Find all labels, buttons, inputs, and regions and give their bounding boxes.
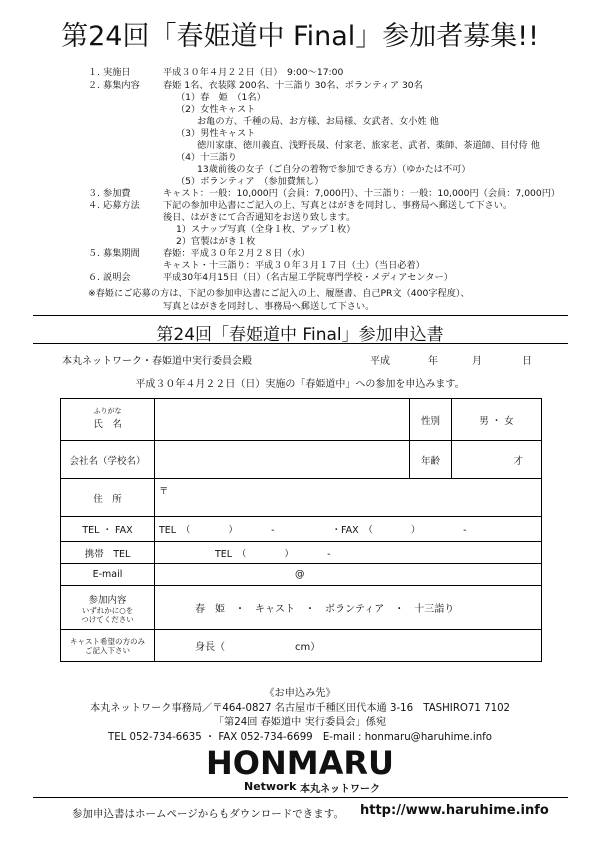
logo-network: Network [244, 780, 297, 793]
application-form [60, 398, 542, 662]
note-text: 写真とはがきを同封し、事務局へ郵送して下さい。 [163, 301, 375, 312]
contact-committee: 「第24回 春姫道中 実行委員会」係宛 [213, 717, 387, 728]
section-text: 春姫：平成３０年２月２８日（水） [163, 248, 310, 259]
section-label: ５. 募集期間 [88, 248, 140, 259]
date-era: 平成 [370, 356, 390, 367]
footer-text: 参加申込書はホームページからもダウンロードできます。 [72, 808, 344, 820]
mobile-field[interactable]: TEL （ ） - [155, 542, 542, 564]
logo-network-jp: 本丸ネットワーク [300, 784, 380, 795]
section-text: キャスト：一般：10,000円（会員：7,000円）、十三詣り：一般：10,000円（会員：7,000円） [163, 188, 561, 199]
section-text: 徳川家康、徳川義直、浅野長晟、付家老、旅家老、武者、薬師、茶道師、目付侍 他 [197, 140, 540, 151]
section-text: 平成30年4月15日（日）（名古屋工学院専門学校・メディアセンター） [163, 272, 453, 283]
section-label: ２. 募集内容 [88, 80, 140, 91]
section-text: 後日、はがきにて合否通知をお送り致します。 [163, 212, 356, 223]
application-statement: 平成３０年４月２２日（日）実施の「春姫道中」への参加を申込みます。 [135, 379, 465, 390]
gender-label: 性別 [410, 399, 452, 441]
section-text: （3）男性キャスト [176, 128, 256, 139]
note-text: ※春姫にご応募の方は、下記の参加申込書にご記入の上、履歴書、自己PR文（400字程度）、 [88, 288, 470, 299]
mobile-label: 携帯 TEL [61, 542, 155, 564]
email-label: E-mail [61, 564, 155, 586]
contact-phone-email: TEL 052-734-6635 ・ FAX 052-734-6699 E-mail : honmaru@haruhime.info [107, 732, 493, 743]
section-text: 2）官製はがき１枚 [176, 236, 256, 247]
section-text: 13歳前後の女子（ご自分の着物で参加できる方）（ゆかたは不可） [197, 164, 471, 175]
email-at: @ [295, 569, 305, 580]
participation-label-cell [61, 586, 155, 630]
section-label: ６. 説明会 [88, 272, 131, 283]
name-label-cell [61, 399, 155, 441]
participation-label: 参加内容 [88, 594, 127, 606]
age-label: 年齢 [410, 441, 452, 479]
company-label: 会社名（学校名） [61, 441, 155, 479]
participation-note: いずれかに○を [81, 605, 134, 615]
page-title: 第24回「春姫道中 Final」参加者募集!! [61, 21, 539, 52]
section-text: （4）十三詣り [176, 152, 237, 163]
form-title: 第24回「春姫道中 Final」参加申込書 [156, 325, 444, 345]
section-text: 平成３０年４月２２日（日） 9:00〜17:00 [163, 67, 344, 78]
name-field[interactable] [155, 399, 410, 441]
section-text: （1）春 姫 （1名） [176, 92, 266, 103]
contact-heading: 《お申込み先》 [264, 688, 336, 699]
cast-label: キャスト希望の方のみ [70, 636, 145, 646]
furigana-label: ふりがな [93, 406, 122, 415]
name-label: 氏 名 [93, 418, 122, 430]
section-text: お亀の方、千種の局、お方様、お局様、女武者、女小姓 他 [197, 116, 439, 127]
divider [33, 797, 568, 798]
section-text: 春姫 1名、衣装隊 200名、十三詣り 30名、ボランティア 30名 [163, 80, 423, 91]
cast-label: ご記入下さい [85, 645, 130, 655]
date-year: 年 [428, 356, 438, 367]
contact-address: 本丸ネットワーク事務局／〒464-0827 名古屋市千種区田代本通 3-16 TASHIRO71 7102 [89, 703, 511, 714]
date-day: 日 [522, 356, 532, 367]
address-field[interactable] [155, 479, 542, 517]
section-text: （5）ボランティア （参加費無し） [176, 176, 324, 187]
section-text: 1）スナップ写真（全身１枚、アップ１枚） [176, 224, 356, 235]
section-text: キャスト・十三詣り：平成３０年３月１７日（土）（当日必着） [163, 260, 425, 271]
divider [33, 343, 568, 344]
divider [33, 315, 568, 316]
postal-mark: 〒 [159, 486, 169, 497]
date-month: 月 [472, 356, 482, 367]
footer-url[interactable]: http://www.haruhime.info [360, 803, 549, 818]
height-field[interactable]: 身長（ cm） [155, 630, 542, 662]
section-text: 下記の参加申込書にご記入の上、写真とはがきを同封し、事務局へ郵送して下さい。 [163, 200, 513, 211]
tel-fax-label: TEL ・ FAX [61, 517, 155, 542]
address-label: 住 所 [61, 479, 155, 517]
participation-options[interactable]: 春 姫 ・ キャスト ・ ボランティア ・ 十三詣り [155, 586, 542, 630]
addressee: 本丸ネットワーク・春姫道中実行委員会殿 [62, 356, 252, 367]
tel-fax-field[interactable]: TEL （ ） - ・FAX （ ） - [155, 517, 542, 542]
cast-label-cell [61, 630, 155, 662]
age-unit: 才 [513, 455, 523, 467]
section-label: ４. 応募方法 [88, 200, 140, 211]
section-label: １. 実施日 [88, 67, 131, 78]
gender-options[interactable]: 男 ・ 女 [452, 399, 542, 441]
section-text: （2）女性キャスト [176, 104, 256, 115]
email-field[interactable] [155, 564, 542, 586]
section-label: ３. 参加費 [88, 188, 131, 199]
age-field[interactable] [452, 441, 542, 479]
honmaru-logo: HONMARU [206, 744, 394, 782]
company-field[interactable] [155, 441, 410, 479]
participation-note: つけてください [81, 614, 134, 624]
